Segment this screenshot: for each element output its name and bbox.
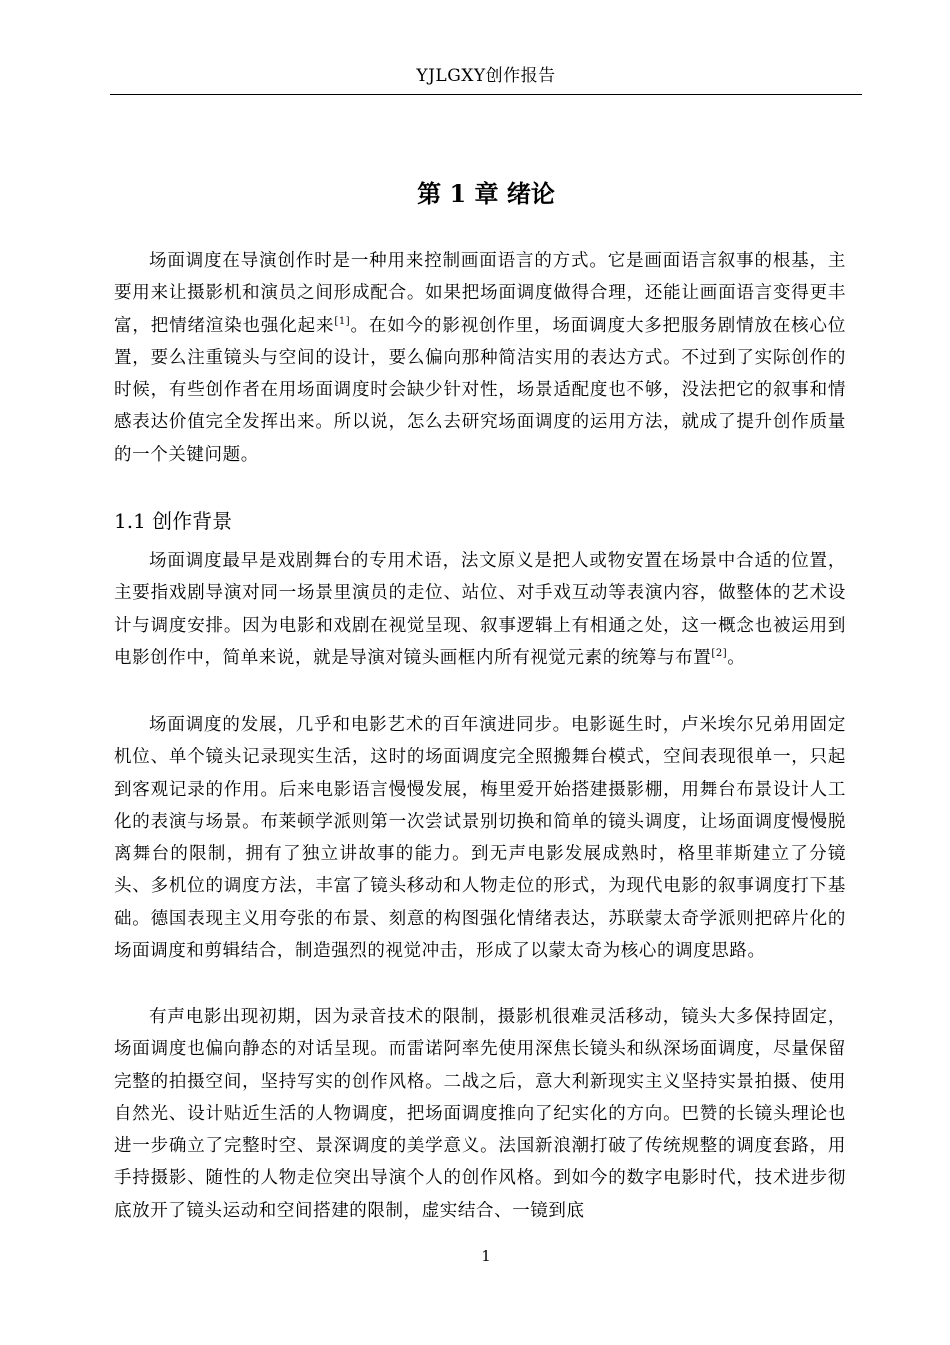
background-paragraph-2: 场面调度的发展，几乎和电影艺术的百年演进同步。电影诞生时，卢米埃尔兄弟用固定机位、单个镜头记录现实生活，这时的场面调度完全照搬舞台模式，空间表现很单一，只起到客观记录的作用。后来电影语言慢慢发展，梅里爱开始搭建摄影棚，用舞台布景设计人工化的表演与场景。布莱顿学派则第一次尝试景别切换和简单的镜头调度，让场面调度慢慢脱离舞台的限制，拥有了独立讲故事的能力。到无声电影发展成熟时，格里菲斯建立了分镜头、多机位的调度方法，丰富了镜头移动和人物走位的形式，为现代电影的叙事调度打下基础。德国表现主义用夸张的布景、刻意的构图强化情绪表达，苏联蒙太奇学派则把碎片化的场面调度和剪辑结合，制造强烈的视觉冲击，形成了以蒙太奇为核心的调度思路。 xyxy=(114,715,846,962)
section-heading-1-1: 1.1 创作背景 xyxy=(114,509,233,533)
header-rule xyxy=(110,94,862,95)
intro-paragraph xyxy=(114,245,846,471)
background-paragraph-1 xyxy=(114,545,846,674)
citation-ref-2: [2] xyxy=(711,648,728,660)
intro-text-1: 场面调度在导演创作时是一种用来控制画面语言的方式。它是画面语言叙事的根基，主要用来让摄影机和演员之间形成配合。如果把场面调度做得合理，还能让画面语言变得更丰富，把情绪渲染也强化起来 xyxy=(114,251,846,336)
citation-ref-1: [1] xyxy=(334,315,351,327)
background-paragraph-3: 有声电影出现初期，因为录音技术的限制，摄影机很难灵活移动，镜头大多保持固定，场面调度也偏向静态的对话呈现。而雷诺阿率先使用深焦长镜头和纵深场面调度，尽量保留完整的拍摄空间，坚持写实的创作风格。二战之后，意大利新现实主义坚持实景拍摄、使用自然光、设计贴近生活的人物调度，把场面调度推向了纪实化的方向。巴赞的长镜头理论也进一步确立了完整时空、景深调度的美学意义。法国新浪潮打破了传统规整的调度套路，用手持摄影、随性的人物走位突出导演个人的创作风格。到如今的数字电影时代，技术进步彻底放开了镜头运动和空间搭建的限制，虚实结合、一镜到底 xyxy=(114,1007,846,1221)
intro-text-2: 。在如今的影视创作里，场面调度大多把服务剧情放在核心位置，要么注重镜头与空间的设计，要么偏向那种简洁实用的表达方式。不过到了实际创作的时候，有些创作者在用场面调度时会缺少针对性，场景适配度也不够，没法把它的叙事和情感表达价值完全发挥出来。所以说，怎么去研究场面调度的运用方法，就成了提升创作质量的一个关键问题。 xyxy=(114,315,847,465)
paragraph-1-text: 场面调度最早是戏剧舞台的专用术语，法文原义是把人或物安置在场景中合适的位置，主要指戏剧导演对同一场景里演员的走位、站位、对手戏互动等表演内容，做整体的艺术设计与调度安排。因为电影和戏剧在视觉呈现、叙事逻辑上有相通之处，这一概念也被运用到电影创作中，简单来说，就是导演对镜头画框内所有视觉元素的统筹与布置 xyxy=(114,551,846,668)
page-number: 1 xyxy=(481,1247,491,1265)
running-header: YJLGXY创作报告 xyxy=(416,66,556,86)
paragraph-1-end: 。 xyxy=(727,647,746,668)
chapter-title: 第 1 章 绪论 xyxy=(417,179,555,208)
